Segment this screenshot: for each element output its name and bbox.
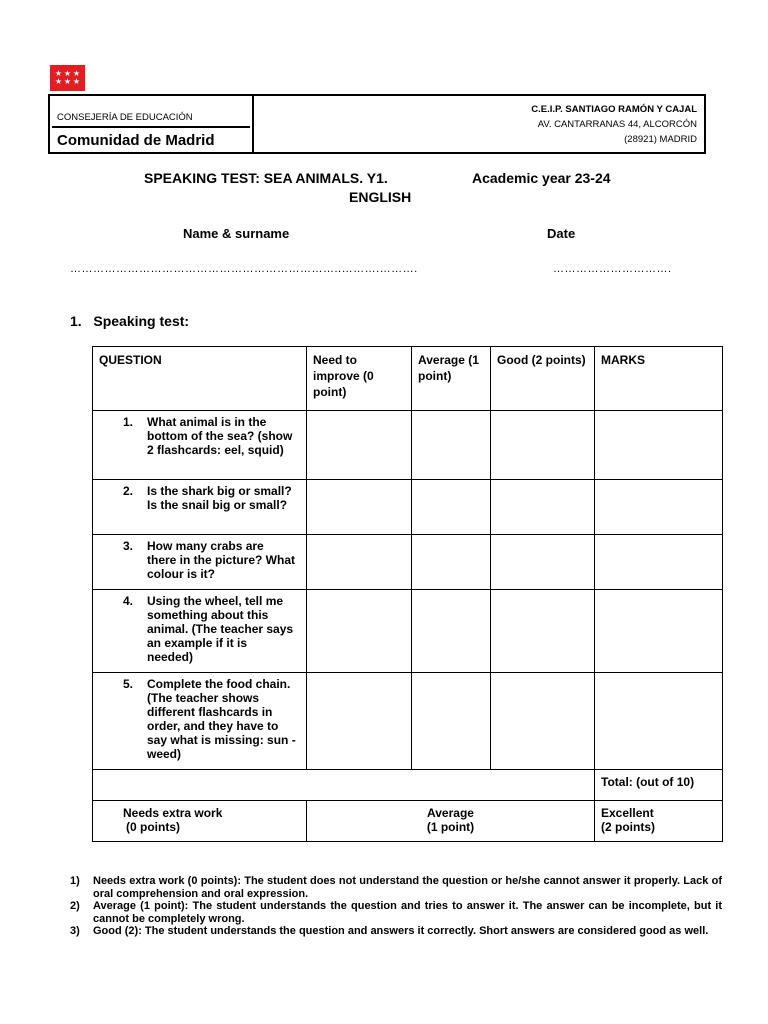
school-city: (28921) MADRID (624, 134, 697, 145)
marks-cell[interactable] (595, 411, 723, 480)
letterhead (48, 94, 706, 154)
section-heading (70, 313, 189, 329)
note-text: Average (1 point): The student understands the question and tries to answer it. The answer can be incomplete, but it cannot be completely wrong. (93, 900, 722, 925)
question-number: 3. (123, 539, 134, 553)
note-item (70, 900, 722, 925)
note-number: 2) (70, 900, 80, 912)
table-row (93, 673, 723, 770)
question-text: What animal is in the bottom of the sea? (show 2 flashcards: eel, squid) (147, 415, 293, 457)
test-title: SPEAKING TEST: SEA ANIMALS. Y1. (144, 170, 388, 186)
question-cell (93, 590, 307, 673)
star-icon: ★ (54, 69, 63, 78)
department-label: CONSEJERÍA DE EDUCACIÓN (57, 112, 193, 123)
date-label: Date (547, 226, 576, 241)
question-cell (93, 480, 307, 535)
scale-row (93, 801, 723, 842)
total-row (93, 770, 723, 801)
need-to-improve-cell[interactable] (307, 535, 412, 590)
star-icon: ★ (63, 77, 72, 86)
note-item (70, 875, 722, 900)
header-marks: MARKS (595, 347, 723, 411)
need-to-improve-cell[interactable] (307, 673, 412, 770)
academic-year: Academic year 23-24 (472, 170, 611, 186)
scale-needs-extra-work (93, 801, 307, 842)
header-average: Average (1 point) (412, 347, 491, 411)
question-cell (93, 673, 307, 770)
table-row (93, 535, 723, 590)
scale-average-points: (1 point) (426, 820, 475, 834)
header-question: QUESTION (93, 347, 307, 411)
scale-average-label: Average (427, 806, 474, 820)
date-field[interactable]: …………………………. (553, 263, 672, 275)
school-address: AV. CANTARRANAS 44, ALCORCÓN (537, 119, 697, 130)
scale-needs-extra-points: (0 points) (126, 820, 180, 834)
good-cell[interactable] (491, 411, 595, 480)
question-text: Using the wheel, tell me something about this animal. (The teacher says an example if it is needed) (147, 594, 294, 664)
header-need-to-improve: Need to improve (0 point) (307, 347, 412, 411)
marks-cell[interactable] (595, 535, 723, 590)
star-icon: ★ (63, 69, 72, 78)
need-to-improve-cell[interactable] (307, 411, 412, 480)
question-cell (93, 535, 307, 590)
madrid-flag-logo (50, 65, 85, 91)
question-cell (93, 411, 307, 480)
star-icon: ★ (72, 69, 81, 78)
note-item (70, 925, 722, 938)
table-row (93, 590, 723, 673)
header-good: Good (2 points) (491, 347, 595, 411)
good-cell[interactable] (491, 590, 595, 673)
grading-table (92, 346, 723, 842)
question-text: How many crabs are there in the picture? What colour is it? (147, 539, 296, 581)
note-text: Good (2): The student understands the question and answers it correctly. Short answers are considered good as well. (93, 925, 709, 937)
good-cell[interactable] (491, 480, 595, 535)
note-number: 3) (70, 925, 80, 937)
scale-needs-extra-label: Needs extra work (123, 806, 223, 820)
marks-cell[interactable] (595, 480, 723, 535)
total-spacer (93, 770, 595, 801)
table-header-row (93, 347, 723, 411)
total-cell[interactable]: Total: (out of 10) (595, 770, 723, 801)
good-cell[interactable] (491, 535, 595, 590)
need-to-improve-cell[interactable] (307, 590, 412, 673)
question-number: 2. (123, 484, 134, 498)
question-number: 4. (123, 594, 134, 608)
grading-notes (70, 875, 722, 938)
table-row (93, 411, 723, 480)
question-text: Complete the food chain. (The teacher shows different flashcards in order, and they have to say what is missing: sun - weed) (147, 677, 296, 761)
question-number: 5. (123, 677, 134, 691)
school-name: C.E.I.P. SANTIAGO RAMÓN Y CAJAL (531, 104, 697, 115)
name-label: Name & surname (183, 226, 290, 241)
region-label: Comunidad de Madrid (52, 126, 250, 150)
star-icon: ★ (72, 77, 81, 86)
table-row (93, 480, 723, 535)
scale-excellent-points: (2 points) (601, 820, 655, 834)
average-cell[interactable] (412, 673, 491, 770)
name-field[interactable]: ……………………………………………………………..……….………. (70, 263, 418, 275)
marks-cell[interactable] (595, 673, 723, 770)
question-number: 1. (123, 415, 134, 429)
need-to-improve-cell[interactable] (307, 480, 412, 535)
scale-excellent-label: Excellent (601, 806, 654, 820)
star-icon: ★ (54, 77, 63, 86)
average-cell[interactable] (412, 590, 491, 673)
scale-excellent (595, 801, 723, 842)
letterhead-left (50, 96, 254, 152)
question-text: Is the shark big or small? Is the snail big or small? (147, 484, 292, 512)
note-text: Needs extra work (0 points): The student does not understand the question or he/she cannot answer it properly. Lack of oral comprehension and oral expression. (93, 875, 722, 900)
marks-cell[interactable] (595, 590, 723, 673)
section-title: Speaking test: (93, 313, 190, 329)
school-info (254, 96, 704, 152)
test-subject: ENGLISH (349, 189, 412, 205)
good-cell[interactable] (491, 673, 595, 770)
section-number: 1. (70, 313, 82, 329)
scale-average (307, 801, 595, 842)
note-number: 1) (70, 875, 80, 887)
average-cell[interactable] (412, 535, 491, 590)
average-cell[interactable] (412, 411, 491, 480)
average-cell[interactable] (412, 480, 491, 535)
